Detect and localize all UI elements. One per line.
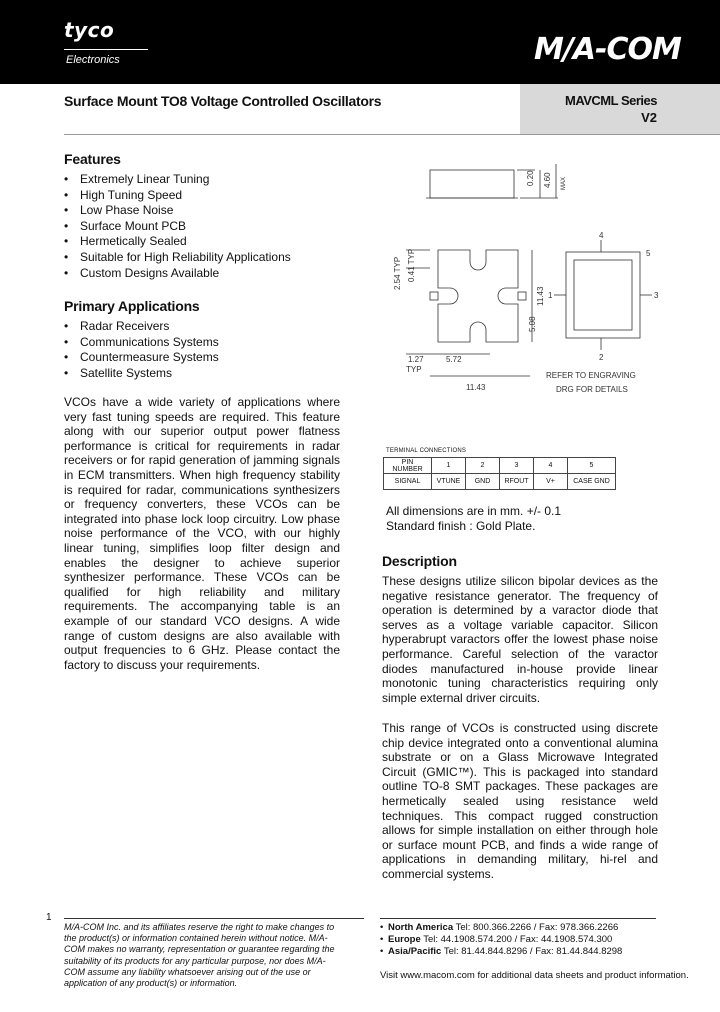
dim-label: 11.43: [466, 383, 486, 392]
tyco-logo-subtitle: Electronics: [66, 54, 120, 66]
contact-phones: Tel: 44.1908.574.200 / Fax: 44.1908.574.300: [423, 933, 613, 945]
table-cell: RFOUT: [500, 474, 534, 490]
dim-label: 0.20: [526, 170, 535, 186]
features-list: [64, 172, 291, 281]
contact-item: [380, 934, 622, 946]
description-heading: Description: [382, 553, 457, 569]
dim-label: 2.54 TYP: [393, 256, 402, 290]
table-row: [384, 474, 616, 490]
applications-list: [64, 319, 219, 381]
contact-item: [380, 922, 622, 934]
pin-label: 4: [599, 231, 604, 240]
table-cell: VTUNE: [432, 474, 466, 490]
contact-region: Europe: [388, 933, 421, 945]
drawing-note: REFER TO ENGRAVING: [546, 371, 636, 380]
table-cell: 1: [432, 458, 466, 474]
pin-label: 3: [654, 291, 659, 300]
pin-label: 1: [548, 291, 553, 300]
version-label: V2: [641, 110, 657, 125]
intro-paragraph: VCOs have a wide variety of applications where very fast tuning speeds are required. This feature along with our superior output power flatness performance is critical for requirements in radar receivers or for rapid generation of jamming signals in ECM transmitters. When high frequency stability is required for radar, communications synthesizers or frequency converters, these VCOs can be integrated into phase lock loop circuitry. Low phase noise performance of the VCO, with our highly linear tuning, simplifies loop filter design and enables the designer to achieve superior synthesizer performance. These VCOs can be qualified for high reliability and military requirements. The accompanying table is an example of our standard VCO designs. A wide range of custom designs are also available with output frequencies to 6 GHz. Please contact the factory to discuss your requirements.: [64, 395, 340, 672]
dimensions-line: All dimensions are in mm. +/- 0.1: [386, 504, 562, 518]
contact-region: Asia/Pacific: [388, 945, 442, 957]
title-divider: [64, 134, 720, 135]
list-item: • High Tuning Speed: [64, 188, 291, 204]
contact-list: [380, 922, 622, 957]
description-paragraph: This range of VCOs is constructed using discrete chip device integrated onto a conventional alumina substrate or on a Glass Microwave Integrated Circuit (GMIC™). This is packaged into standard outline TO-8 SMT packages. These packages are hermetically sealed using resistance weld techniques. This compact rugged construction allows for simple installation on either through hole or surface mount PCB, and finds a wide range of applications in demanding military, hi-rel and commercial systems.: [382, 721, 658, 881]
finish-line: Standard finish : Gold Plate.: [386, 519, 536, 533]
table-row: [384, 458, 616, 474]
series-label: MAVCML Series: [565, 93, 657, 108]
list-item: • Communications Systems: [64, 335, 219, 351]
features-heading: Features: [64, 151, 121, 167]
dim-label: 4.60: [543, 172, 552, 188]
dim-label: 1.27: [408, 355, 424, 364]
pin-label: 2: [599, 353, 604, 362]
list-item: • Countermeasure Systems: [64, 350, 219, 366]
table-cell: 4: [534, 458, 568, 474]
logo-rule: [64, 49, 148, 50]
table-cell: PIN NUMBER: [384, 458, 432, 474]
dim-label: 0.41 TYP: [407, 248, 416, 282]
terminal-connections-table: [383, 457, 616, 490]
table-cell: 3: [500, 458, 534, 474]
table-cell: V+: [534, 474, 568, 490]
pin-label: 5: [646, 249, 651, 258]
package-bottom-view: [566, 252, 640, 338]
contact-phones: Tel: 81.44.844.8296 / Fax: 81.44.844.8298: [443, 945, 623, 957]
terminal-table-title: TERMINAL CONNECTIONS: [386, 448, 467, 454]
dim-label: 5.08: [528, 316, 537, 332]
series-box: [520, 84, 720, 134]
table-cell: CASE GND: [568, 474, 616, 490]
list-item: • Extremely Linear Tuning: [64, 172, 291, 188]
table-cell: GND: [466, 474, 500, 490]
page-number: 1: [46, 912, 52, 923]
table-cell: SIGNAL: [384, 474, 432, 490]
package-top-view: [438, 250, 518, 342]
list-item: • Satellite Systems: [64, 366, 219, 382]
macom-logo: M/A-COM: [534, 32, 681, 67]
list-item: • Surface Mount PCB: [64, 219, 291, 235]
dim-label: TYP: [406, 365, 422, 374]
outline-drawing: [370, 160, 670, 400]
table-cell: 2: [466, 458, 500, 474]
description-paragraph: These designs utilize silicon bipolar devices as the negative resistance generator. The frequency of operation is determined by a varactor diode that serves as a voltage variable capacitor. Silicon hyperabrupt varactors offer the lowest phase noise performance. Careful selection of the varactor diodes manufactured in-house provide linear monotonic tuning characteristics requiring only simple external driver circuits.: [382, 574, 658, 705]
contact-phones: Tel: 800.366.2266 / Fax: 978.366.2266: [455, 922, 619, 933]
side-view-body: [430, 170, 514, 198]
dim-label: 11.43: [536, 286, 545, 306]
pin-tab: [518, 292, 526, 300]
list-item: • Radar Receivers: [64, 319, 219, 335]
package-bottom-inner: [574, 260, 632, 330]
drawing-note: DRG FOR DETAILS: [556, 385, 628, 394]
applications-heading: Primary Applications: [64, 298, 200, 314]
pin-tab: [430, 292, 438, 300]
list-item: • Low Phase Noise: [64, 203, 291, 219]
page-title: Surface Mount TO8 Voltage Controlled Oscillators: [64, 93, 382, 109]
dimensions-note: [386, 504, 561, 534]
dim-label: MAX: [561, 176, 567, 190]
table-cell: 5: [568, 458, 616, 474]
footer-divider: [64, 918, 364, 919]
list-item: • Custom Designs Available: [64, 266, 291, 282]
contact-item: [380, 946, 622, 958]
dim-label: 5.72: [446, 355, 462, 364]
disclaimer: M/A-COM Inc. and its affiliates reserve the right to make changes to the product(s) or information contained herein without notice. M/A-COM makes no warranty, representation or guarantee regarding the suitability of its products for any particular purpose, nor does M/A-COM assume any liability whatsoever arising out of the use or application of any product(s) or information.: [64, 922, 335, 989]
list-item: • Suitable for High Reliability Applications: [64, 250, 291, 266]
list-item: • Hermetically Sealed: [64, 234, 291, 250]
tyco-logo: tyco: [64, 18, 115, 42]
website-link[interactable]: Visit www.macom.com for additional data sheets and product information.: [380, 970, 689, 981]
contact-region: North America: [388, 922, 454, 933]
footer-divider: [380, 918, 656, 919]
